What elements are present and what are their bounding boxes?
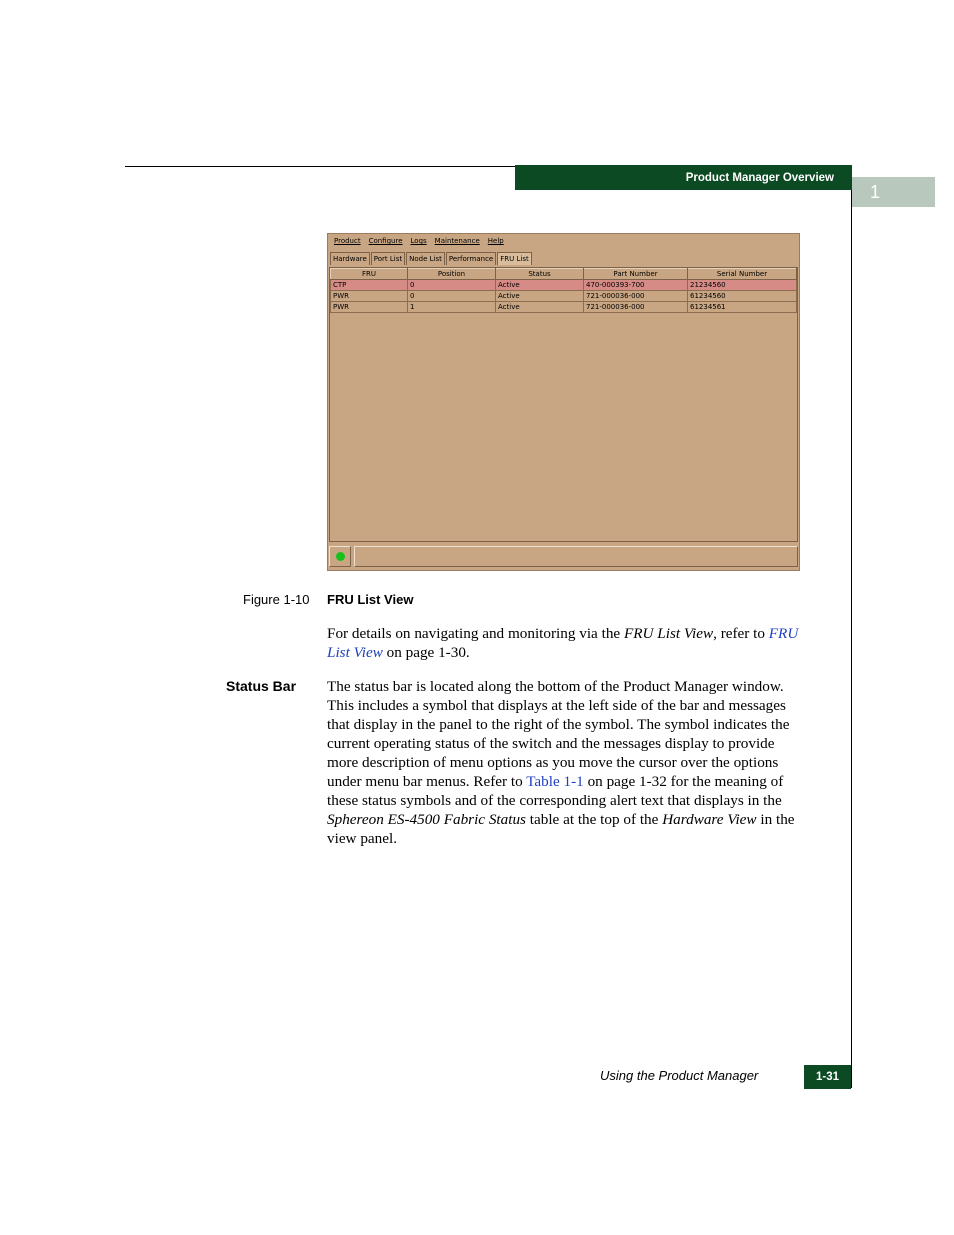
text-run-italic: FRU List View: [623, 625, 714, 642]
cell-fru: CTP: [331, 280, 408, 291]
tab-performance[interactable]: Performance: [446, 252, 496, 265]
tab-fru-list[interactable]: FRU List: [497, 252, 531, 265]
intro-paragraph: [327, 624, 805, 662]
text-run: For details on navigating and monitoring via the: [327, 625, 624, 642]
text-run-italic: Sphereon ES-4500 Fabric Status: [327, 811, 526, 828]
cell-part-number: 721-000036-000: [584, 302, 688, 313]
cell-status: Active: [496, 291, 584, 302]
running-footer: Using the Product Manager: [600, 1068, 759, 1083]
menu-logs[interactable]: Logs: [410, 237, 427, 245]
figure-caption: [243, 592, 413, 607]
menu-bar: [330, 237, 508, 245]
status-symbol[interactable]: [329, 546, 351, 567]
text-run: , refer to: [713, 625, 769, 642]
page-number-text: 1-31: [815, 1071, 840, 1083]
cell-position: 1: [408, 302, 496, 313]
chapter-tab: [852, 177, 935, 207]
text-run-italic: Hardware View: [662, 811, 757, 828]
text-run: on page 1-30.: [382, 644, 470, 661]
table-row[interactable]: [331, 302, 797, 313]
column-header-fru[interactable]: FRU: [331, 269, 408, 280]
running-header: [515, 165, 852, 190]
tab-port-list[interactable]: Port List: [371, 252, 405, 265]
cell-part-number: 470-000393-700: [584, 280, 688, 291]
page-number: [804, 1065, 851, 1089]
status-bar: [329, 546, 798, 569]
tab-node-list[interactable]: Node List: [406, 252, 445, 265]
cell-serial-number: 21234560: [688, 280, 797, 291]
running-header-title: Product Manager Overview: [685, 171, 834, 184]
figure-number: Figure 1-10: [243, 592, 310, 607]
cell-fru: PWR: [331, 291, 408, 302]
table-1-1-link[interactable]: Table 1-1: [526, 773, 584, 790]
status-led-icon: [336, 552, 345, 561]
table-header-row: [331, 269, 797, 280]
cell-position: 0: [408, 291, 496, 302]
menu-product[interactable]: Product: [334, 237, 361, 245]
cell-serial-number: 61234561: [688, 302, 797, 313]
header-rule: [125, 166, 515, 167]
table-row[interactable]: [331, 280, 797, 291]
cell-serial-number: 61234560: [688, 291, 797, 302]
fru-list-view-link[interactable]: FRU List View: [327, 625, 799, 661]
text-run: The status bar is located along the bottom of the Product Manager window. This includes a symbol that displays at the left side of the bar and messages that display in the panel to the right of the symbol. The symbol indicates the current operating status of the switch and the messages display to provide more description of menu options as you move the cursor over the options under menu bar menus. Refer to: [327, 678, 790, 790]
cell-position: 0: [408, 280, 496, 291]
menu-help[interactable]: Help: [487, 237, 504, 245]
view-tabs: [330, 252, 533, 265]
text-run: table at the top of the: [525, 811, 663, 828]
chapter-number: 1: [870, 181, 881, 202]
column-header-position[interactable]: Position: [408, 269, 496, 280]
cell-part-number: 721-000036-000: [584, 291, 688, 302]
fru-table: [329, 267, 798, 542]
section-heading: Status Bar: [226, 678, 297, 694]
menu-maintenance[interactable]: Maintenance: [434, 237, 480, 245]
column-header-part-number[interactable]: Part Number: [584, 269, 688, 280]
tab-hardware[interactable]: Hardware: [330, 252, 370, 265]
text-run: in the view panel.: [327, 811, 795, 847]
cell-status: Active: [496, 280, 584, 291]
cell-fru: PWR: [331, 302, 408, 313]
margin-rule: [851, 190, 852, 1088]
column-header-serial-number[interactable]: Serial Number: [688, 269, 797, 280]
figure-title: FRU List View: [327, 592, 414, 607]
status-message-panel: [354, 546, 798, 567]
text-run: on page 1-32 for the meaning of these status symbols and of the corresponding alert text that displays in the: [327, 773, 784, 809]
table-row[interactable]: [331, 291, 797, 302]
menu-configure[interactable]: Configure: [368, 237, 403, 245]
status-bar-paragraph: [327, 677, 805, 848]
fru-list-screenshot: [327, 233, 800, 571]
column-header-status[interactable]: Status: [496, 269, 584, 280]
cell-status: Active: [496, 302, 584, 313]
